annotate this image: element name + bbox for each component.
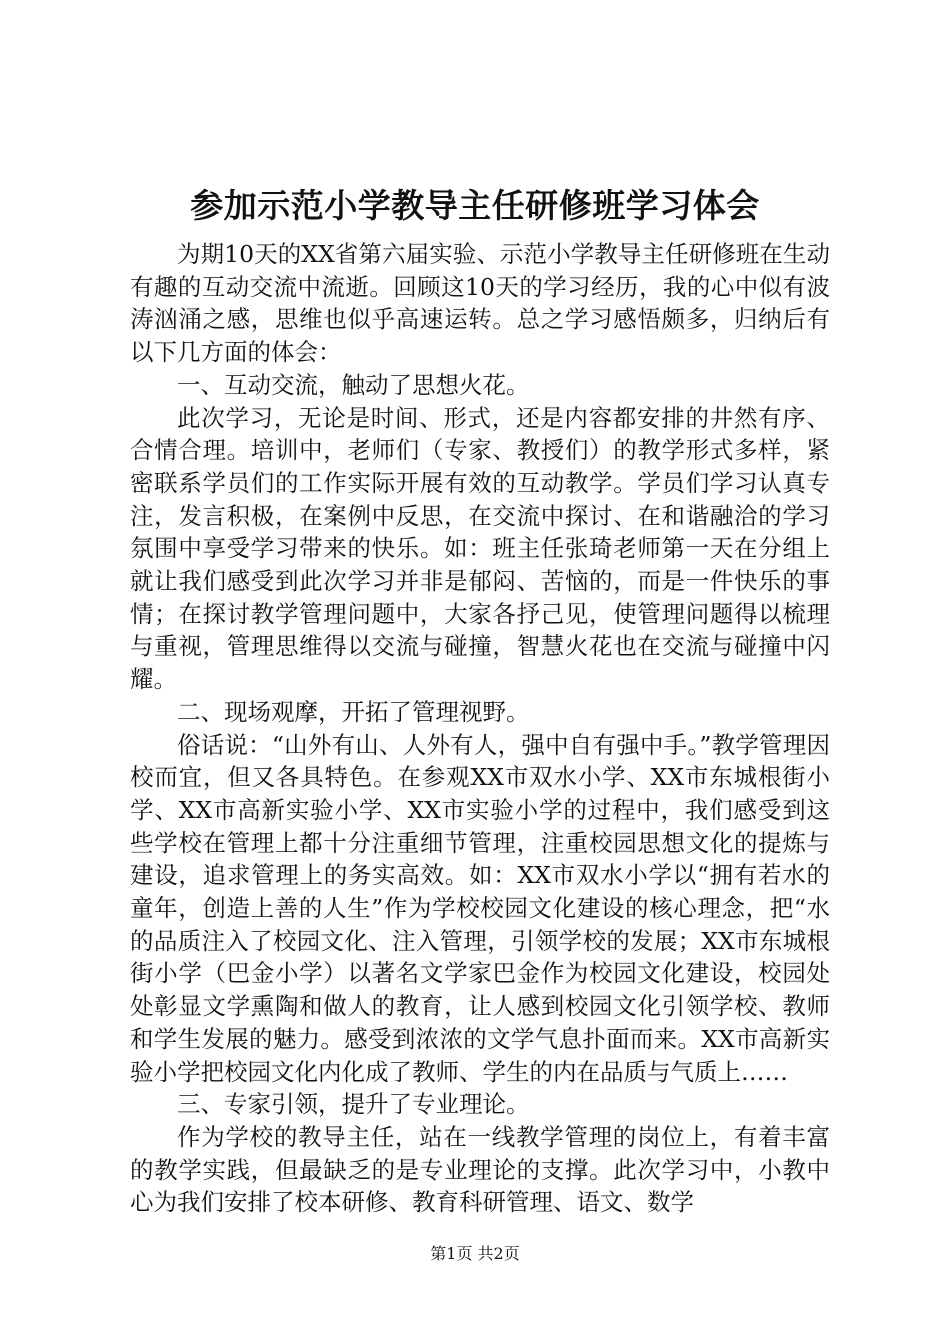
paragraph-intro: 为期10天的XX省第六届实验、示范小学教导主任研修班在生动有趣的互动交流中流逝。回顾这10天的学习经历，我的心中似有波涛汹涌之感，思维也似乎高速运转。总之学习感悟颇多，归纳后有以下几方面的体会： [130,240,830,367]
heading-section-2: 二、现场观摩，开拓了管理视野。 [177,697,530,726]
heading-section-1: 一、互动交流，触动了思想火花。 [177,370,530,399]
paragraph-section-3: 作为学校的教导主任，站在一线教学管理的岗位上，有着丰富的教学实践，但最缺乏的是专业理论的支撑。此次学习中，小教中心为我们安排了校本研修、教育科研管理、语文、数学 [130,1122,830,1217]
paragraph-section-1: 此次学习，无论是时间、形式，还是内容都安排的井然有序、合情合理。培训中，老师们（专家、教授们）的教学形式多样，紧密联系学员们的工作实际开展有效的互动教学。学员们学习认真专注，发言积极，在案例中反思，在交流中探讨、在和谐融洽的学习氛围中享受学习带来的快乐。如：班主任张琦老师第一天在分组上就让我们感受到此次学习并非是郁闷、苦恼的，而是一件快乐的事情；在探讨教学管理问题中，大家各抒己见，使管理问题得以梳理与重视，管理思维得以交流与碰撞，智慧火花也在交流与碰撞中闪耀。 [130,403,830,694]
document-title: 参加示范小学教导主任研修班学习体会 [190,186,760,225]
heading-section-3: 三、专家引领，提升了专业理论。 [177,1090,530,1119]
document-body [130,238,830,1219]
page-number-footer: 第1页 共2页 [430,1244,520,1263]
paragraph-section-2: 俗话说：“山外有山、人外有人，强中自有强中手。”教学管理因校而宜，但又各具特色。在参观XX市双水小学、XX市东城根街小学、XX市高新实验小学、XX市实验小学的过程中，我们感受到这些学校在管理上都十分注重细节管理，注重校园思想文化的提炼与建设，追求管理上的务实高效。如：XX市双水小学以“拥有若水的童年，创造上善的人生”作为学校校园文化建设的核心理念，把“水的品质注入了校园文化、注入管理，引领学校的发展；XX市东城根街小学（巴金小学）以著名文学家巴金作为校园文化建设，校园处处彰显文学熏陶和做人的教育，让人感到校园文化引领学校、教师和学生发展的魅力。感受到浓浓的文学气息扑面而来。XX市高新实验小学把校园文化内化成了教师、学生的内在品质与气质上…… [130,730,830,1086]
